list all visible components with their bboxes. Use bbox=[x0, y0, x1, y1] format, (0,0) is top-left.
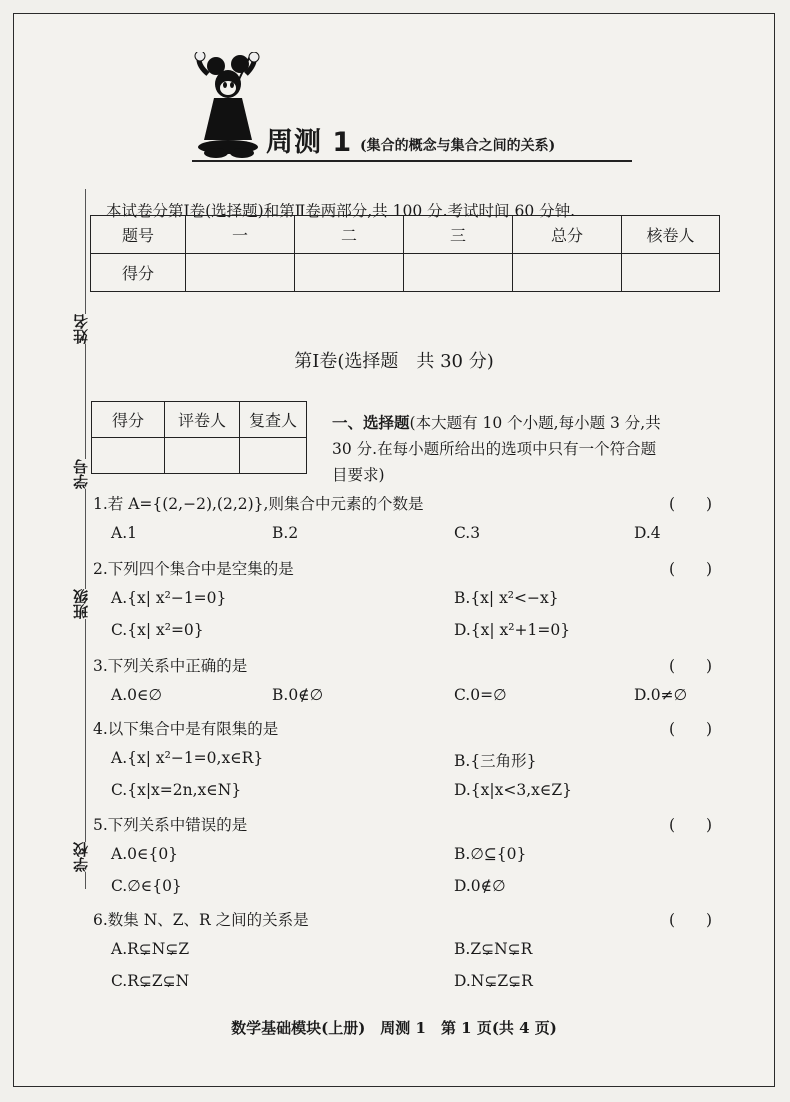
student-id-label: 学号 bbox=[70, 459, 100, 489]
exam-intro: 本试卷分第Ⅰ卷(选择题)和第Ⅱ卷两部分,共 100 分.考试时间 60 分钟. bbox=[106, 202, 576, 220]
score-cell bbox=[622, 254, 720, 292]
option-a: A.0∈{0} bbox=[111, 845, 179, 863]
name-label: 姓名 bbox=[70, 314, 100, 344]
score-table-score-row bbox=[91, 254, 720, 292]
question-stem: 2.下列四个集合中是空集的是 bbox=[93, 560, 294, 578]
option-b: B.2 bbox=[272, 524, 299, 542]
option-c: C.{x|x=2n,x∈N} bbox=[111, 781, 242, 799]
score-cell bbox=[513, 254, 622, 292]
grader-cell bbox=[165, 438, 240, 474]
option-b: B.{x| x²<−x} bbox=[454, 589, 559, 607]
question-stem: 4.以下集合中是有限集的是 bbox=[93, 720, 279, 738]
question-stem: 5.下列关系中错误的是 bbox=[93, 816, 248, 834]
question-stem: 6.数集 N、Z、R 之间的关系是 bbox=[93, 911, 309, 929]
grader-cell bbox=[240, 438, 307, 474]
option-b: B.0∉∅ bbox=[272, 686, 324, 704]
option-d: D.4 bbox=[634, 524, 661, 542]
page-title: 周测 1 bbox=[266, 127, 353, 158]
school-label: 学校 bbox=[70, 842, 100, 872]
grader-table bbox=[91, 401, 307, 474]
section-title: 第Ⅰ卷(选择题 共 30 分) bbox=[294, 351, 494, 372]
grader-header-row bbox=[92, 402, 307, 438]
option-c: C.{x| x²=0} bbox=[111, 621, 204, 639]
grader-blank-row bbox=[92, 438, 307, 474]
option-d: D.{x|x<3,x∈Z} bbox=[454, 781, 572, 799]
score-header-cell: 二 bbox=[295, 216, 404, 254]
section-desc-line: (本大题有 10 个小题,每小题 3 分,共 bbox=[409, 414, 661, 432]
title-divider bbox=[192, 160, 632, 162]
option-a: A.R⊊N⊊Z bbox=[111, 940, 190, 958]
option-c: C.3 bbox=[454, 524, 481, 542]
score-header-cell: 总分 bbox=[513, 216, 622, 254]
score-cell bbox=[404, 254, 513, 292]
score-row-label: 得分 bbox=[91, 254, 186, 292]
option-a: A.{x| x²−1=0,x∈R} bbox=[111, 749, 264, 767]
exam-page bbox=[13, 13, 775, 1087]
score-header-cell: 三 bbox=[404, 216, 513, 254]
option-c: C.∅∈{0} bbox=[111, 877, 182, 895]
option-b: B.∅⊆{0} bbox=[454, 845, 527, 863]
score-table-header-row bbox=[91, 216, 720, 254]
score-cell bbox=[295, 254, 404, 292]
page-subtitle: (集合的概念与集合之间的关系) bbox=[360, 138, 556, 154]
answer-parentheses: ( ) bbox=[669, 816, 713, 834]
option-a: A.1 bbox=[111, 524, 137, 542]
section-description bbox=[332, 410, 722, 488]
page-footer: 数学基础模块(上册) 周测 1 第 1 页(共 4 页) bbox=[231, 1019, 557, 1037]
score-table bbox=[90, 215, 720, 292]
option-d: D.N⊊Z⊊R bbox=[454, 972, 533, 990]
answer-parentheses: ( ) bbox=[669, 911, 713, 929]
grader-cell bbox=[92, 438, 165, 474]
score-header-cell: 核卷人 bbox=[622, 216, 720, 254]
option-b: B.Z⊊N⊊R bbox=[454, 940, 533, 958]
option-a: A.{x| x²−1=0} bbox=[111, 589, 227, 607]
section-desc-line: 目要求) bbox=[332, 466, 385, 484]
question-stem: 1.若 A={(2,−2),(2,2)},则集合中元素的个数是 bbox=[93, 495, 424, 513]
option-c: C.R⊊Z⊊N bbox=[111, 972, 190, 990]
grader-header-cell: 得分 bbox=[92, 402, 165, 438]
answer-parentheses: ( ) bbox=[669, 560, 713, 578]
answer-parentheses: ( ) bbox=[669, 720, 713, 738]
option-d: D.0∉∅ bbox=[454, 877, 506, 895]
option-a: A.0∈∅ bbox=[111, 686, 162, 704]
option-d: D.{x| x²+1=0} bbox=[454, 621, 571, 639]
option-c: C.0=∅ bbox=[454, 686, 507, 704]
conductor-mascot-icon bbox=[194, 52, 274, 160]
score-header-cell: 一 bbox=[186, 216, 295, 254]
section-heading: 一、选择题 bbox=[332, 413, 410, 432]
grader-header-cell: 评卷人 bbox=[165, 402, 240, 438]
class-label: 班级 bbox=[70, 589, 100, 619]
answer-parentheses: ( ) bbox=[669, 495, 713, 513]
grader-header-cell: 复查人 bbox=[240, 402, 307, 438]
question-stem: 3.下列关系中正确的是 bbox=[93, 657, 248, 675]
answer-parentheses: ( ) bbox=[669, 657, 713, 675]
option-d: D.0≠∅ bbox=[634, 686, 688, 704]
option-b: B.{三角形} bbox=[454, 752, 537, 770]
section-desc-line: 30 分.在每小题所给出的选项中只有一个符合题 bbox=[332, 440, 657, 458]
score-header-cell: 题号 bbox=[91, 216, 186, 254]
binding-line bbox=[85, 189, 86, 889]
score-cell bbox=[186, 254, 295, 292]
